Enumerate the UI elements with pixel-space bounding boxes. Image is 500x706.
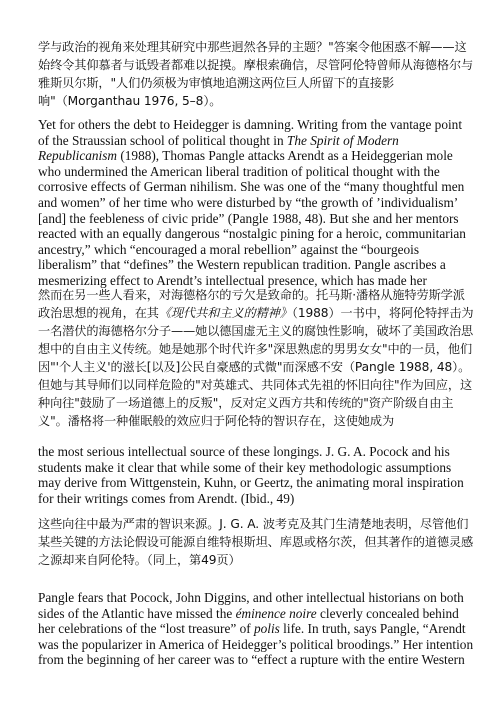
- text-segment: Pangle fears that Pocock, John Diggins, and other intellectual historians on both sides of the Atlantic have missed the: [38, 590, 464, 621]
- book-title: 《现代共和主义的精神》: [158, 306, 292, 320]
- text-segment: Yet for others the debt to Heidegger is damning. Writing from the vantage point of the Straussian school of political thought in: [38, 117, 463, 148]
- paragraph-zh-1: [38, 38, 474, 110]
- text-segment: (1988), Thomas Pangle attacks Arendt as a Heideggerian mole who undermined the American liberal tradition of political thought with the corrosive effects of German nihilism. She was one of the “many thoughtful men and women” of her time who were disturbed by “the growth of ’individualism’ [and] the feebleness of civic pride” (Pangle 1988, 48). But she and her mentors reacted with an equally dangerous “nostalgic pining for a heroic, communitarian ancestry,” which “encouraged a moral rebellion” against the “bourgeois liberalism” that “defines” the Western republican tradition. Pangle ascribes a mesmerizing effect to Arendt’s intellectual presence, which has made her: [38, 148, 466, 288]
- text-segment: cleverly concealed behind her celebrations of the “lost treasure” of: [38, 605, 459, 637]
- paragraph-zh-2: [38, 286, 474, 430]
- text-segment: the most serious intellectual source of these longings. J. G. A. Pocock and his students make it clear that while some of their key methodologic assumptions may derive from Wittgenstein, Kuhn, or Geertz, the animating moral inspiration for their writings comes from Arendt. (Ibid., 49): [38, 444, 464, 506]
- text-segment: 然而在另一些人看来，对海德格尔的亏欠是致命的。托马斯·潘格从施特劳斯学派政治思想的视角，在其: [38, 288, 465, 320]
- foreign-term: éminence noire: [235, 605, 317, 621]
- book-title: The Spirit of Modern Republicanism: [38, 132, 399, 164]
- text-segment: 这些向往中最为严肃的智识来源。J. G. A. 波考克及其门生清楚地表明，尽管他们某些关键的方法论假设可能源自维特根斯坦、库恩或格尔茨，但其著作的道德灵感之源却来自阿伦特。（同上，第49页）: [38, 517, 474, 567]
- text-segment: 学与政治的视角来处理其研究中那些迥然各异的主题？"答案令他困惑不解——这始终令其仰慕者与诋毁者都难以捉摸。摩根索确信，尽管阿伦特曾师从海德格尔与雅斯贝尔斯，"人们仍须极为审慎地追溯这两位巨人所留下的直接影响"（Morganthau 1976, 5–8）。: [38, 40, 474, 108]
- block-quote-en: [38, 444, 474, 506]
- foreign-term: polis: [253, 621, 280, 637]
- paragraph-en-1: [38, 117, 474, 289]
- block-quote-zh: [38, 515, 474, 569]
- text-segment: life. In truth, says Pangle, “Arendt was the popularizer in America of Heidegger’s political broodings.” Her intention from the beginning of her career was to “effect a rupture with the entire Western: [38, 621, 474, 668]
- paragraph-en-2: [38, 590, 474, 668]
- text-segment: （1988）一书中，将阿伦特抨击为一名潜伏的海德格尔分子——她以德国虚无主义的腐蚀性影响，破坏了美国政治思想中的自由主义传统。她是她那个时代许多"深思熟虑的男男女女"中的一员，他们因"'个人主义'的滋长[以及]公民自豪感的式微"而深感不安（Pangle 1988, 48）。但她与其导师们以同样危险的"对英雄式、共同体式先祖的怀旧向往"作为回应，这种向往"鼓励了一场道德上的反叛"，反对定义西方共和传统的"资产阶级自由主义"。潘格将一种催眠般的效应归于阿伦特的智识存在，这使她成为: [38, 306, 474, 428]
